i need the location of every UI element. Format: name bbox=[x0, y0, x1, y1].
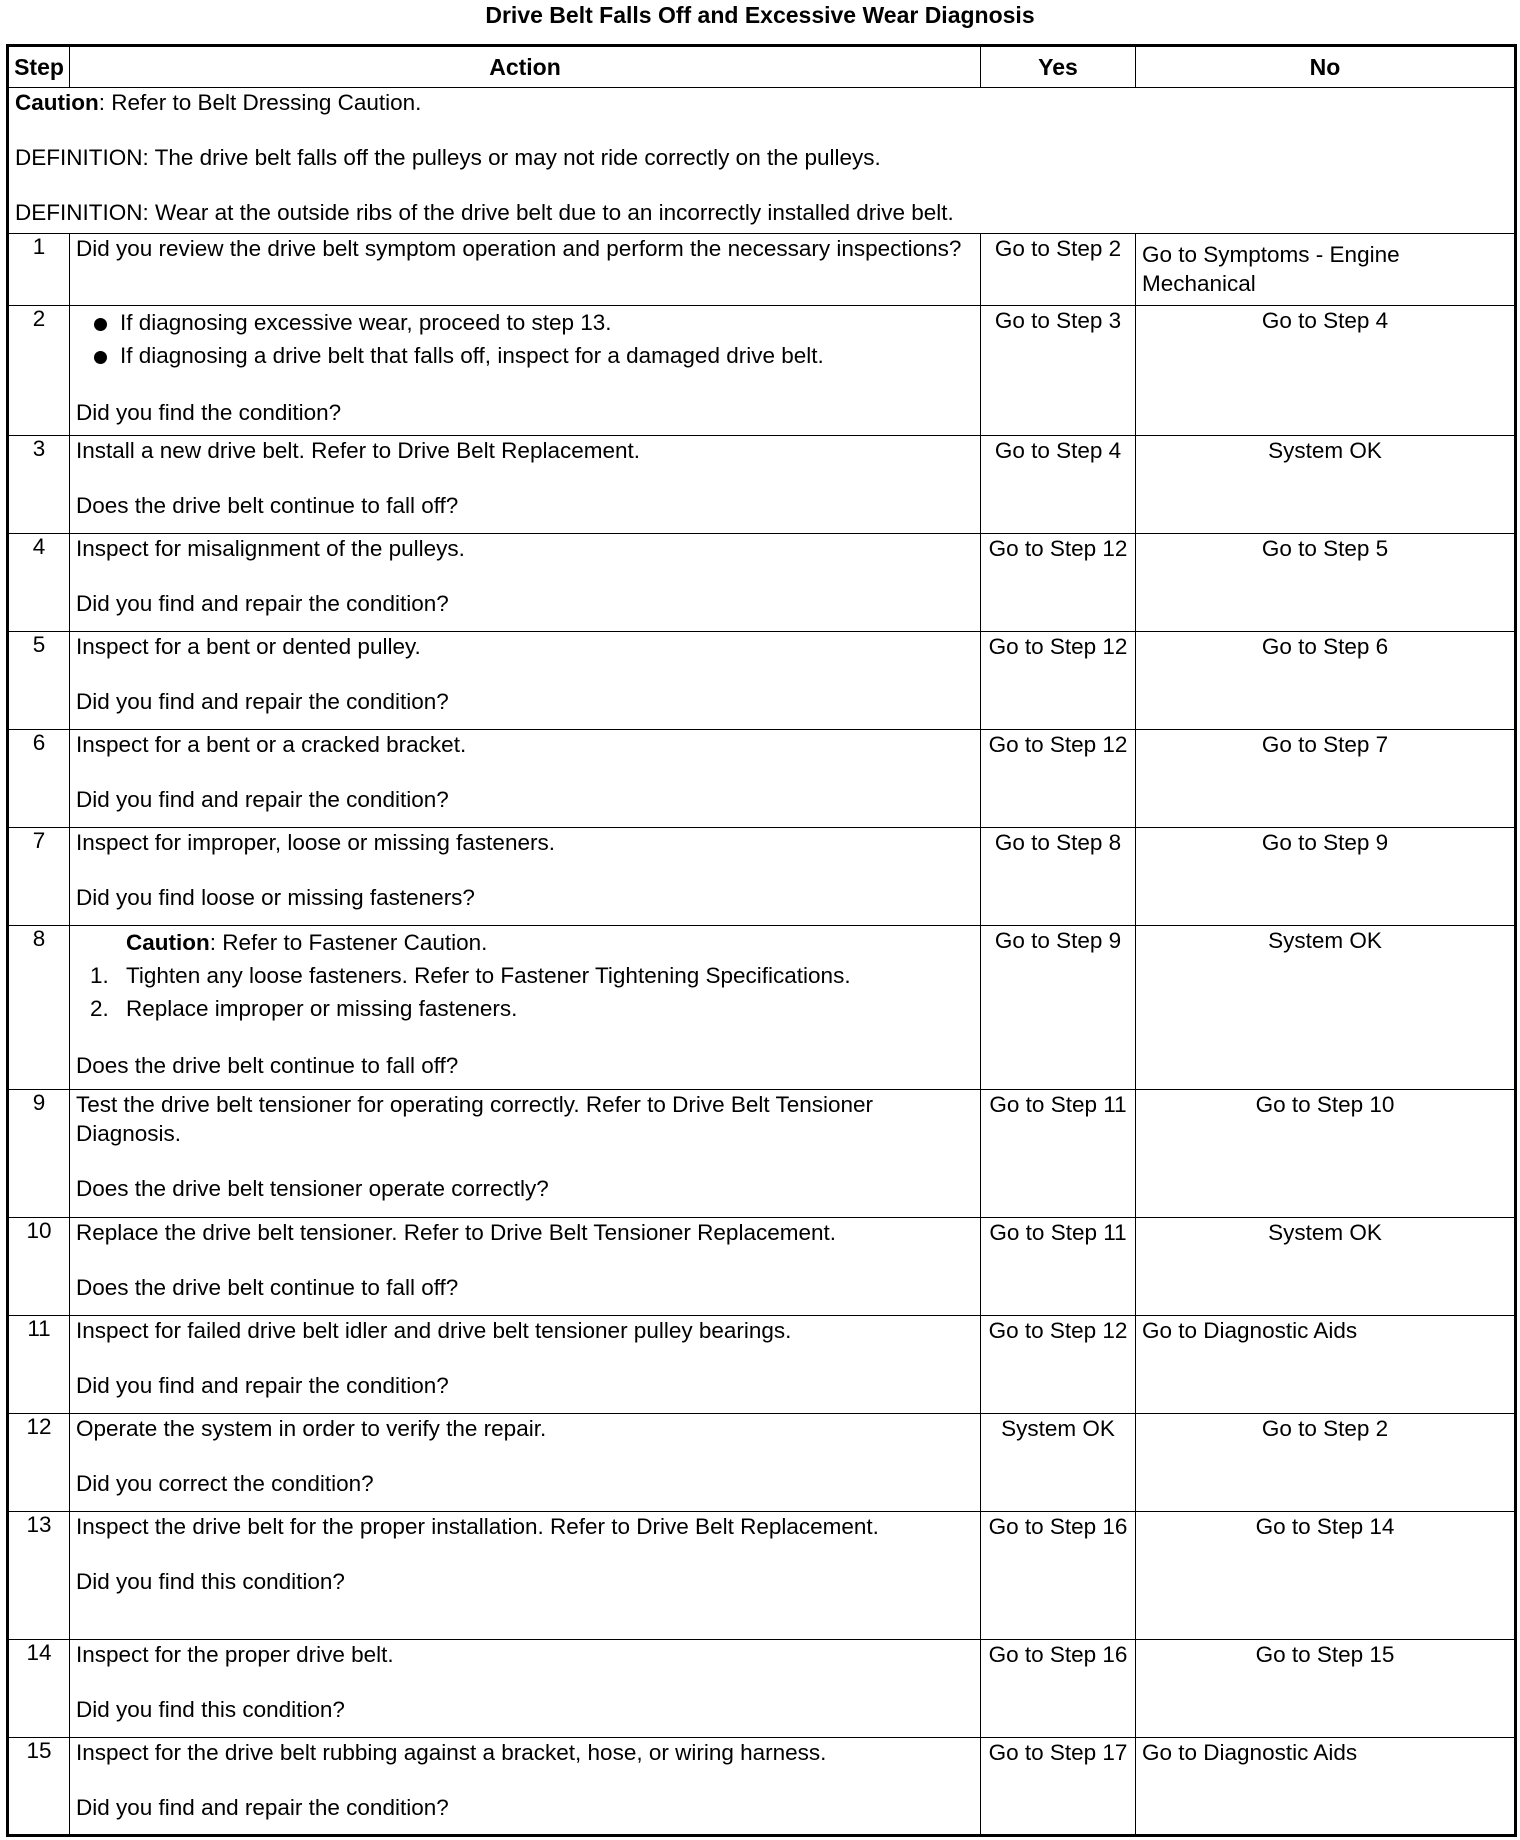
table-row bbox=[8, 1316, 1516, 1414]
step-yes: Go to Step 16 bbox=[981, 1640, 1136, 1738]
step-action-text: Inspect for the drive belt rubbing against a bracket, hose, or wiring harness. bbox=[76, 1740, 827, 1765]
caution-text: : Refer to Belt Dressing Caution. bbox=[98, 90, 422, 115]
table-row bbox=[8, 436, 1516, 534]
step-action-text: Test the drive belt tensioner for operating correctly. Refer to Drive Belt Tensioner Diagnosis. bbox=[76, 1092, 874, 1146]
step-action bbox=[70, 926, 981, 1090]
step-number: 2 bbox=[8, 306, 70, 436]
step-action bbox=[70, 1512, 981, 1640]
step-action bbox=[70, 436, 981, 534]
step-action-text: Inspect for the proper drive belt. bbox=[76, 1642, 394, 1667]
step-no: Go to Step 5 bbox=[1136, 534, 1516, 632]
header-row bbox=[8, 46, 1516, 88]
table-row bbox=[8, 1738, 1516, 1836]
step-action bbox=[70, 828, 981, 926]
table-row bbox=[8, 1414, 1516, 1512]
step-action bbox=[70, 1316, 981, 1414]
step-no: Go to Symptoms - Engine Mechanical bbox=[1136, 234, 1516, 306]
step-no: Go to Step 9 bbox=[1136, 828, 1516, 926]
step-yes: Go to Step 4 bbox=[981, 436, 1136, 534]
step-number: 1 bbox=[8, 234, 70, 306]
step-yes: Go to Step 12 bbox=[981, 1316, 1136, 1414]
definition-2: DEFINITION: Wear at the outside ribs of the drive belt due to an incorrectly installed drive belt. bbox=[15, 200, 954, 225]
caution-label: Caution bbox=[126, 930, 210, 955]
step-number: 12 bbox=[8, 1414, 70, 1512]
definition-1: DEFINITION: The drive belt falls off the pulleys or may not ride correctly on the pulleys. bbox=[15, 145, 881, 170]
step-action-text: Inspect for failed drive belt idler and drive belt tensioner pulley bearings. bbox=[76, 1318, 792, 1343]
step-action-text: Inspect for improper, loose or missing fasteners. bbox=[76, 830, 555, 855]
step-no: Go to Step 2 bbox=[1136, 1414, 1516, 1512]
step-no: Go to Diagnostic Aids bbox=[1136, 1738, 1516, 1836]
table-row bbox=[8, 730, 1516, 828]
table-row bbox=[8, 828, 1516, 926]
step-number: 13 bbox=[8, 1512, 70, 1640]
bullet-item: If diagnosing excessive wear, proceed to step 13. bbox=[76, 306, 974, 339]
step-number: 11 bbox=[8, 1316, 70, 1414]
list-item-number: 2. bbox=[90, 996, 109, 1021]
step-question: Did you find and repair the condition? bbox=[76, 591, 449, 616]
step-no: System OK bbox=[1136, 926, 1516, 1090]
step-question: Did you find this condition? bbox=[76, 1569, 345, 1594]
step-number: 8 bbox=[8, 926, 70, 1090]
header-yes: Yes bbox=[981, 46, 1136, 88]
step-question: Did you find the condition? bbox=[76, 400, 342, 425]
step-action bbox=[70, 1414, 981, 1512]
step-yes: System OK bbox=[981, 1414, 1136, 1512]
step-question: Did you find loose or missing fasteners? bbox=[76, 885, 475, 910]
step-no: Go to Step 4 bbox=[1136, 306, 1516, 436]
table-row bbox=[8, 1218, 1516, 1316]
step-question: Did you find and repair the condition? bbox=[76, 787, 449, 812]
step-no: Go to Diagnostic Aids bbox=[1136, 1316, 1516, 1414]
step-yes: Go to Step 12 bbox=[981, 632, 1136, 730]
step-yes: Go to Step 8 bbox=[981, 828, 1136, 926]
table-row bbox=[8, 1640, 1516, 1738]
header-step: Step bbox=[8, 46, 70, 88]
step-yes: Go to Step 12 bbox=[981, 534, 1136, 632]
table-row bbox=[8, 534, 1516, 632]
step-action-text: Did you review the drive belt symptom operation and perform the necessary inspections? bbox=[76, 236, 962, 261]
step-question: Does the drive belt continue to fall off? bbox=[76, 493, 459, 518]
step-action-text: Install a new drive belt. Refer to Drive Belt Replacement. bbox=[76, 438, 641, 463]
caution-text: : Refer to Fastener Caution. bbox=[209, 930, 488, 955]
step-number: 5 bbox=[8, 632, 70, 730]
step-yes: Go to Step 16 bbox=[981, 1512, 1136, 1640]
list-item bbox=[76, 992, 974, 1025]
list-item-text: Tighten any loose fasteners. Refer to Fastener Tightening Specifications. bbox=[126, 963, 851, 988]
step-action-text: Operate the system in order to verify the repair. bbox=[76, 1416, 547, 1441]
list-item-number: 1. bbox=[90, 963, 109, 988]
step-action bbox=[70, 1640, 981, 1738]
step-caution bbox=[76, 926, 974, 959]
step-no: Go to Step 14 bbox=[1136, 1512, 1516, 1640]
step-number: 14 bbox=[8, 1640, 70, 1738]
step-number: 15 bbox=[8, 1738, 70, 1836]
step-action bbox=[70, 730, 981, 828]
step-no: System OK bbox=[1136, 1218, 1516, 1316]
caution-label: Caution bbox=[15, 90, 99, 115]
step-numbered-list bbox=[76, 959, 974, 1025]
table-row bbox=[8, 632, 1516, 730]
list-item-text: Replace improper or missing fasteners. bbox=[126, 996, 518, 1021]
step-question: Did you find and repair the condition? bbox=[76, 689, 449, 714]
step-question: Did you find and repair the condition? bbox=[76, 1795, 449, 1820]
step-yes: Go to Step 11 bbox=[981, 1090, 1136, 1218]
header-no: No bbox=[1136, 46, 1516, 88]
step-yes: Go to Step 17 bbox=[981, 1738, 1136, 1836]
step-question: Does the drive belt continue to fall off? bbox=[76, 1053, 459, 1078]
step-number: 6 bbox=[8, 730, 70, 828]
step-action-text: Inspect for misalignment of the pulleys. bbox=[76, 536, 465, 561]
step-number: 7 bbox=[8, 828, 70, 926]
header-action: Action bbox=[70, 46, 981, 88]
step-action bbox=[70, 1090, 981, 1218]
step-question: Did you find this condition? bbox=[76, 1697, 345, 1722]
step-yes: Go to Step 2 bbox=[981, 234, 1136, 306]
table-row bbox=[8, 926, 1516, 1090]
step-yes: Go to Step 11 bbox=[981, 1218, 1136, 1316]
step-question: Did you find and repair the condition? bbox=[76, 1373, 449, 1398]
bullet-item: If diagnosing a drive belt that falls off, inspect for a damaged drive belt. bbox=[76, 339, 974, 372]
step-number: 4 bbox=[8, 534, 70, 632]
step-action-text: Inspect for a bent or dented pulley. bbox=[76, 634, 421, 659]
diagnosis-table bbox=[6, 44, 1517, 1837]
step-number: 10 bbox=[8, 1218, 70, 1316]
step-no: Go to Step 7 bbox=[1136, 730, 1516, 828]
step-bullet-list bbox=[76, 306, 974, 372]
step-action bbox=[70, 1738, 981, 1836]
step-action bbox=[70, 534, 981, 632]
step-no: Go to Step 15 bbox=[1136, 1640, 1516, 1738]
step-yes: Go to Step 12 bbox=[981, 730, 1136, 828]
step-action bbox=[70, 306, 981, 436]
step-action bbox=[70, 1218, 981, 1316]
list-item bbox=[76, 959, 974, 992]
table-row bbox=[8, 234, 1516, 306]
preamble-row bbox=[8, 88, 1516, 234]
step-question: Does the drive belt continue to fall off? bbox=[76, 1275, 459, 1300]
step-action-text: Inspect for a bent or a cracked bracket. bbox=[76, 732, 467, 757]
preamble bbox=[8, 88, 1516, 234]
table-row bbox=[8, 306, 1516, 436]
step-action bbox=[70, 632, 981, 730]
table-row bbox=[8, 1512, 1516, 1640]
step-number: 9 bbox=[8, 1090, 70, 1218]
step-no: Go to Step 6 bbox=[1136, 632, 1516, 730]
table-row bbox=[8, 1090, 1516, 1218]
step-no: System OK bbox=[1136, 436, 1516, 534]
step-no: Go to Step 10 bbox=[1136, 1090, 1516, 1218]
step-question: Did you correct the condition? bbox=[76, 1471, 374, 1496]
step-number: 3 bbox=[8, 436, 70, 534]
step-action bbox=[70, 234, 981, 306]
step-question: Does the drive belt tensioner operate correctly? bbox=[76, 1176, 549, 1201]
step-yes: Go to Step 9 bbox=[981, 926, 1136, 1090]
page-title: Drive Belt Falls Off and Excessive Wear Diagnosis bbox=[485, 2, 1035, 28]
step-yes: Go to Step 3 bbox=[981, 306, 1136, 436]
step-action-text: Inspect the drive belt for the proper installation. Refer to Drive Belt Replacement. bbox=[76, 1514, 879, 1539]
step-action-text: Replace the drive belt tensioner. Refer to Drive Belt Tensioner Replacement. bbox=[76, 1220, 836, 1245]
